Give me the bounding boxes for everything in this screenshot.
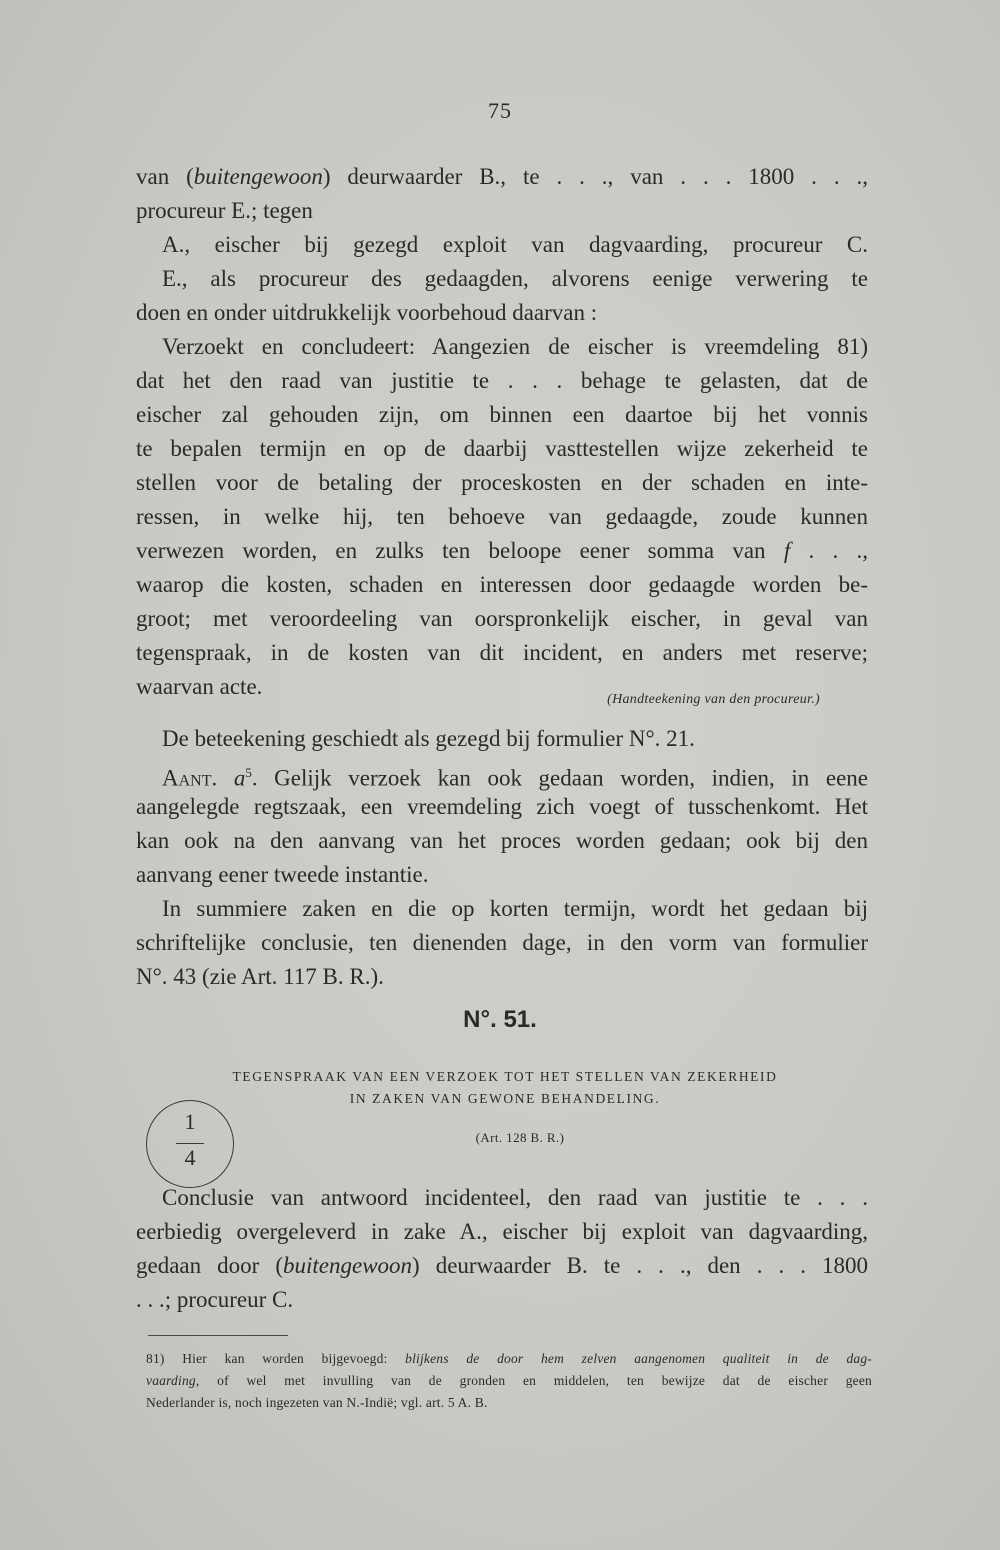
fraction-stamp [146,1100,234,1188]
notes-text-block [136,722,868,994]
text-line: gedaan door (buitengewoon) deurwaarder B. te . . ., den . . . 1800 [136,1253,869,1278]
footnote [146,1348,872,1414]
footnote-line: Nederlander is, noch ingezeten van N.-Indië; vgl. art. 5 A. B. [146,1395,488,1410]
text-line: van (buitengewoon) deurwaarder B., te . . ., van . . . 1800 . . ., [136,164,868,189]
text-line: Verzoekt en concludeert: Aangezien de eischer is vreemdeling 81) [162,334,868,359]
text-line: tegenspraak, in de kosten van dit incident, en anders met reserve; [136,640,868,665]
text-line: N°. 43 (zie Art. 117 B. R.). [136,964,384,989]
text-line: De beteekening geschiedt als gezegd bij formulier N°. 21. [162,726,695,751]
page-number: 75 [488,98,512,123]
answer-text-block [136,1181,868,1317]
text-line: eischer zal gehouden zijn, om binnen een daartoe bij het vonnis [136,402,868,427]
text-line: Aant. $a^5$. Gelijk verzoek kan ook gedaan worden, indien, in eene [162,765,868,791]
footnote-line: 81) Hier kan worden bijgevoegd: blijkens de door hem zelven aangenomen qualiteit in de dag- [146,1351,872,1366]
text-line: Conclusie van antwoord incidenteel, den raad van justitie te . . . [162,1185,868,1210]
text-line: stellen voor de betaling der proceskosten en der schaden en inte- [136,470,868,495]
text-line: verwezen worden, en zulks ten beloope eener somma van f . . ., [136,538,868,563]
form-number-heading: N°. 51. [463,1006,537,1033]
text-line: aanvang eener tweede instantie. [136,862,429,887]
text-line: te bepalen termijn en op de daarbij vasttestellen wijze zekerheid te [136,436,868,461]
text-line: A., eischer bij gezegd exploit van dagvaarding, procureur C. [162,232,868,257]
text-line: schriftelijke conclusie, ten dienenden dage, in den vorm van formulier [136,930,868,955]
text-line: E., als procureur des gedaagden, alvorens eenige verwering te [162,266,868,291]
footnote-divider [148,1335,288,1336]
text-line: groot; met veroordeeling van oorspronkelijk eischer, in geval van [136,606,868,631]
signature-note: (Handteekening van den procureur.) [607,692,820,707]
text-line: kan ook na den aanvang van het proces worden gedaan; ook bij den [136,828,868,853]
stamp-numerator: 1 [184,1109,196,1134]
text-line: waarvan acte. [136,674,263,699]
text-line: . . .; procureur C. [136,1287,294,1312]
article-reference: (Art. 128 B. R.) [475,1130,565,1145]
form-caption: TEGENSPRAAK VAN EEN VERZOEK TOT HET STELLEN VAN ZEKERHEID [232,1069,778,1084]
text-line: In summiere zaken en die op korten termijn, wordt het gedaan bij [162,896,868,921]
text-line: doen en onder uitdrukkelijk voorbehoud daarvan : [136,300,598,325]
text-line: dat het den raad van justitie te . . . behage te gelasten, dat de [136,368,868,393]
footnote-line: vaarding, of wel met invulling van de gronden en middelen, ten bewijze dat de eischer geen [146,1373,872,1388]
form-caption-line2: IN ZAKEN VAN GEWONE BEHANDELING. [349,1091,661,1106]
stamp-denominator: 4 [184,1145,196,1170]
conclusion-text-block [136,160,868,704]
text-line: waarop die kosten, schaden en interessen door gedaagde worden be- [136,572,868,597]
text-line: procureur E.; tegen [136,198,313,223]
text-line: aangelegde regtszaak, een vreemdeling zich voegt of tusschenkomt. Het [136,794,868,819]
text-line: ressen, in welke hij, ten behoeve van gedaagde, zoude kunnen [136,504,868,529]
text-line: eerbiedig overgeleverd in zake A., eischer bij exploit van dagvaarding, [136,1219,868,1244]
